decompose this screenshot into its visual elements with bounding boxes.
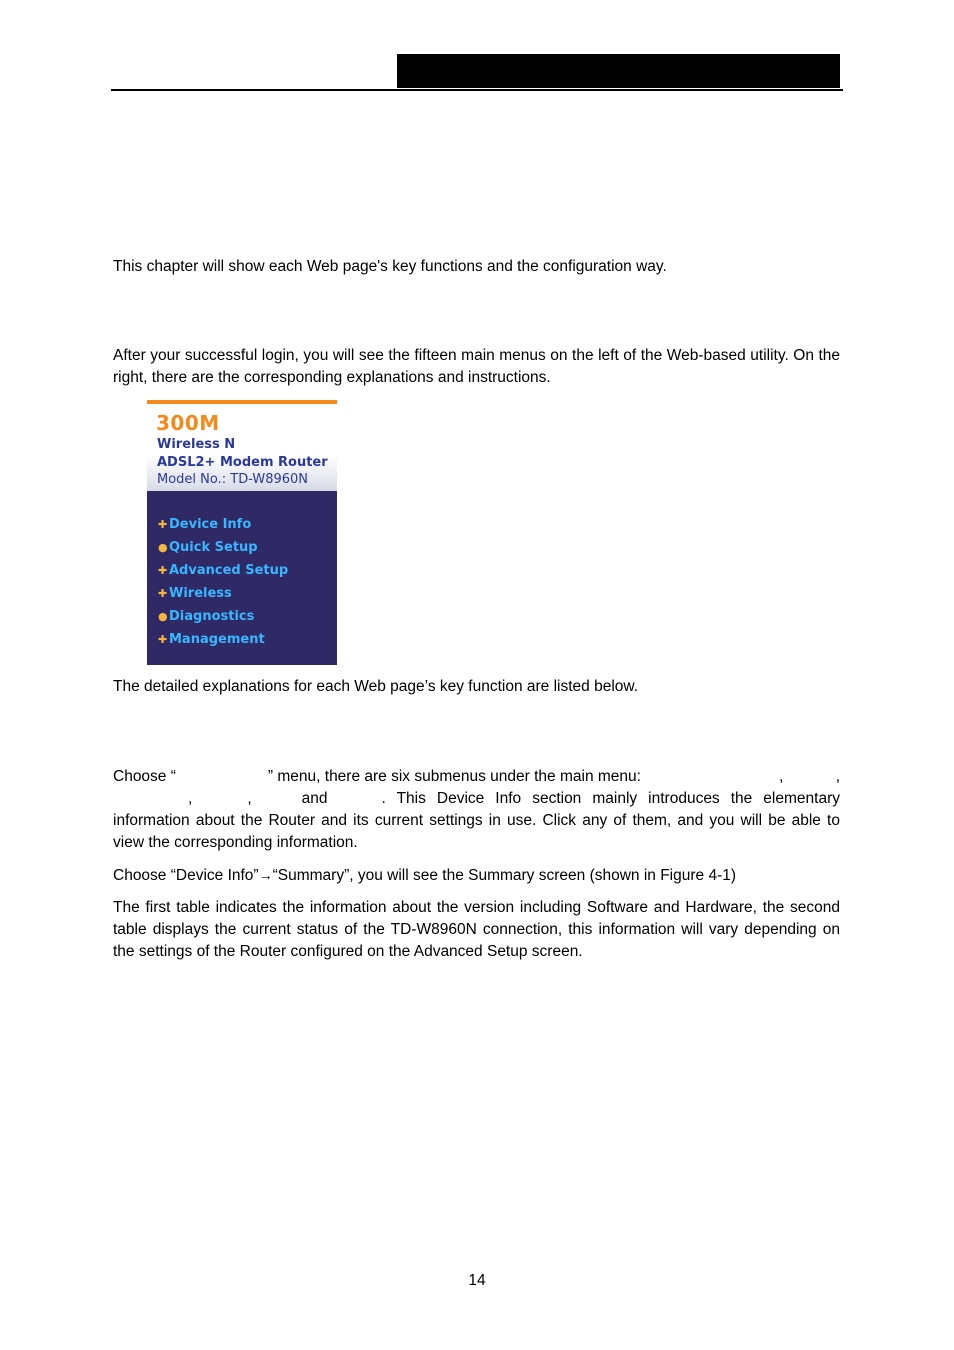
device-info-paragraph	[113, 766, 840, 854]
login-paragraph: After your successful login, you will see the fifteen main menus on the left of the Web-based utility. On the right, there are the corresponding explanations and instructions.	[113, 347, 840, 386]
menu-item-label: Diagnostics	[169, 609, 255, 624]
header-bar	[397, 54, 840, 88]
brand-300m: 300M	[156, 411, 220, 435]
menu-item-label: Device Info	[169, 517, 252, 532]
router-menu-list	[158, 513, 288, 651]
router-menu-image	[147, 400, 337, 665]
text-submenus: ” menu, there are six submenus under the main menu:	[267, 768, 641, 785]
menu-item-label: Quick Setup	[169, 540, 258, 555]
summary-text-after: “Summary”, you will see the Summary screen (shown in Figure 4-1)	[272, 867, 737, 884]
menu-item-quick-setup[interactable]	[158, 536, 288, 559]
dot-icon: ●	[158, 610, 168, 623]
menu-item-label: Wireless	[169, 586, 232, 601]
comma-4: ,	[247, 790, 252, 807]
brand-model-number: Model No.: TD-W8960N	[157, 472, 309, 487]
menu-item-label: Advanced Setup	[169, 563, 289, 578]
router-menu-header	[147, 400, 337, 491]
summary-paragraph	[113, 864, 840, 887]
brand-wireless-n: Wireless N	[157, 437, 236, 452]
menu-item-management[interactable]	[158, 628, 288, 651]
page-number: 14	[468, 1272, 486, 1289]
device-info-body: information about the Router and its current settings in use. Click any of them, and you will be able to view the corresponding information.	[113, 812, 840, 851]
menu-item-diagnostics[interactable]	[158, 605, 288, 628]
menu-item-device-info[interactable]	[158, 513, 288, 536]
device-info-text	[113, 766, 641, 788]
comma-2: ,	[835, 768, 840, 785]
text-choose: Choose “	[113, 768, 176, 785]
detail-paragraph: The detailed explanations for each Web page’s key function are listed below.	[113, 678, 639, 695]
comma-3: ,	[188, 790, 193, 807]
dot-icon: ●	[158, 541, 168, 554]
plus-icon: ✚	[158, 633, 168, 646]
header-rule	[111, 89, 843, 91]
menu-item-advanced-setup[interactable]	[158, 559, 288, 582]
text-and: and	[301, 790, 328, 807]
device-info-line-1	[113, 766, 840, 788]
plus-icon: ✚	[158, 564, 168, 577]
device-info-line-2-tail: . This Device Info section mainly introduces the elementary	[381, 790, 840, 807]
brand-product-line: ADSL2+ Modem Router	[157, 455, 328, 470]
plus-icon: ✚	[158, 518, 168, 531]
comma-1: ,	[779, 768, 784, 785]
table-paragraph: The first table indicates the information about the version including Software and Hardware, the second table displays the current status of the TD-W8960N connection, this information will vary depending on the settings of the Router configured on the Advanced Setup screen.	[113, 899, 840, 960]
arrow-right-icon: →	[258, 867, 273, 883]
device-info-line-2	[113, 788, 840, 810]
menu-item-label: Management	[169, 632, 265, 647]
intro-paragraph: This chapter will show each Web page's key functions and the configuration way.	[113, 258, 667, 275]
summary-text-before: Choose “Device Info”	[113, 867, 259, 884]
menu-item-wireless[interactable]	[158, 582, 288, 605]
plus-icon: ✚	[158, 587, 168, 600]
